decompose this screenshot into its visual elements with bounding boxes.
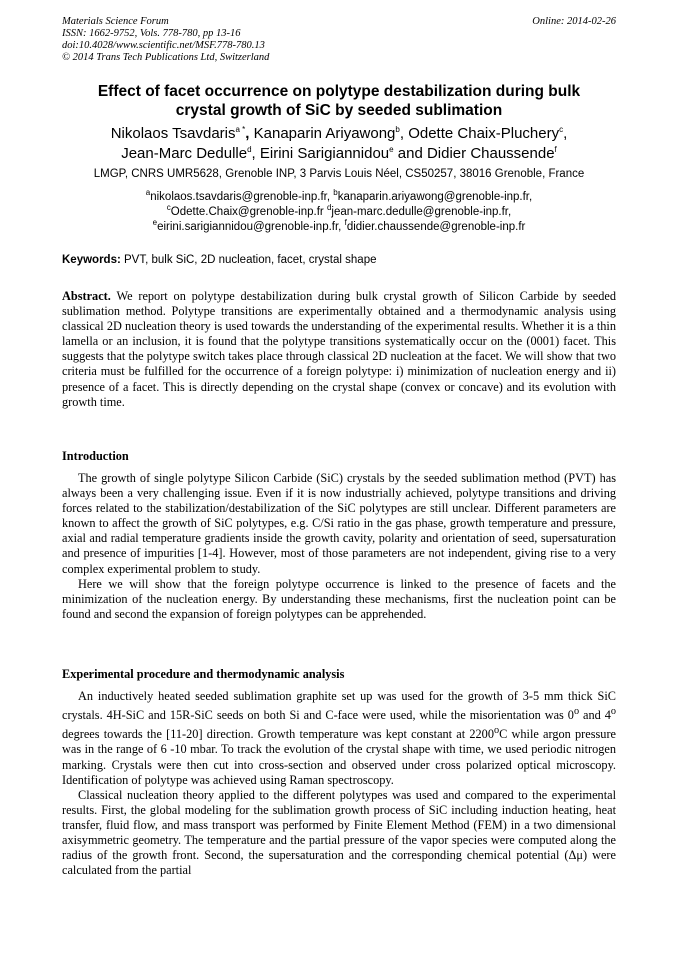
- text-run: degrees towards the [11-20] direction. Growth temperature was kept constant at 2200: [62, 727, 494, 742]
- author-sup: d: [247, 145, 252, 154]
- paragraph: [62, 689, 616, 788]
- email-link[interactable]: eirini.sarigiannidou@grenoble-inp.fr,: [157, 221, 342, 233]
- paper-title: [62, 82, 616, 120]
- email-sup: a: [145, 188, 151, 198]
- paragraph: Classical nucleation theory applied to the different polytypes was used and compared to the experimental results. First, the global modeling for the sublimation growth process of SiC including induction heating, heat transfer, fluid flow, and mass transport was performed by Finite Element Method (FEM) in a two dimensional axisymmetric geometry. The temperature and the partial pressure of the vapor species were computed along the radius of the growth front. Second, the supersaturation and the corresponding chemical potential (Δμ) were calculated from the partial: [62, 787, 616, 878]
- title-line-1: Effect of facet occurrence on polytype destabilization during bulk: [97, 83, 581, 100]
- author-sup: b: [395, 125, 400, 134]
- author-name: Jean-Marc Dedulle: [121, 145, 248, 162]
- email-sup: d: [326, 203, 332, 213]
- abstract-label: Abstract.: [62, 289, 111, 303]
- paragraph: Here we will show that the foreign polytype occurrence is linked to the presence of facets and the minimization of the nucleation energy. By understanding these mechanisms, first the nucleation point can be found and second the expansion of foreign polytypes can be apprehended.: [62, 576, 616, 621]
- title-line-2: crystal growth of SiC by seeded sublimation: [175, 102, 503, 119]
- author-name: Nikolaos Tsavdaris: [110, 125, 236, 142]
- author-sup: f: [554, 145, 557, 154]
- degree-sup: o: [493, 725, 500, 737]
- email-line-2: [62, 205, 616, 220]
- email-sup: c: [166, 203, 171, 213]
- text-run: An inductively heated seeded sublimation graphite set up was used for the growth of 3-5 mm thick SiC crystals. 4H-SiC and 15R-SiC seeds on both Si and C-face were used, while the misorientation was 0: [62, 689, 616, 723]
- authors-line-1: Nikolaos Tsavdaris$^{a *}$, Kanaparin Ariyawong$^b$, Odette Chaix-Pluchery$^c$,: [110, 125, 568, 142]
- degree-sup: o: [573, 706, 580, 718]
- email-link[interactable]: didier.chaussende@grenoble-inp.fr: [346, 221, 526, 233]
- email-sup: b: [333, 188, 338, 198]
- author-name: Eirini Sarigiannidou: [259, 145, 390, 162]
- author-sup: a *: [235, 125, 246, 134]
- author-sup: c: [559, 125, 564, 134]
- authors-line-2: Jean-Marc Dedulle$^d$, Eirini Sarigiannidou$^e$ and Didier Chaussende$^f$: [121, 145, 557, 162]
- author-name: Kanaparin Ariyawong: [253, 125, 396, 142]
- author-list: [62, 124, 616, 164]
- keywords: [62, 253, 616, 268]
- email-list: [62, 190, 616, 235]
- doi: doi:10.4028/www.scientific.net/MSF.778-780.13: [62, 40, 265, 51]
- email-sup: f: [344, 218, 347, 228]
- text-run: C while argon pressure was in the range of 6 -10 mbar. To track the evolution of the crystal shape with time, we used periodic nitrogen marking. Crystals were then cut into cross-section and observed under cross polarized optical microscopy. Identification of polytype was achieved using Raman spectroscopy.: [62, 727, 616, 787]
- affiliation: LMGP, CNRS UMR5628, Grenoble INP, 3 Parvis Louis Néel, CS50257, 38016 Grenoble, France: [93, 168, 585, 180]
- email-link[interactable]: kanaparin.ariyawong@grenoble-inp.fr,: [337, 191, 533, 203]
- text-run: and 4: [579, 708, 611, 723]
- email-sup: e: [152, 218, 158, 228]
- abstract: [62, 289, 616, 410]
- paragraph: The growth of single polytype Silicon Carbide (SiC) crystals by the seeded sublimation method (PVT) has always been a very challenging issue. Even if it is now industrially achieved, polytype transitions and driving forces related to the stabilization/destabilization of the SiC polytypes are still unclear. Different parameters are known to affect the growth of SiC polytypes, e.g. C/Si ratio in the gas phase, growth temperature and pressure, axial and radial temperature gradients inside the growth cavity, polarity and orientation of seed, supersaturation and presence of impurities [1-4]. However, most of those parameters are not independent, giving rise to a very complex experimental problem to study.: [62, 471, 616, 576]
- experimental-body: [62, 689, 616, 878]
- keywords-label: Keywords:: [62, 254, 121, 266]
- issn: ISSN: 1662-9752, Vols. 778-780, pp 13-16: [62, 28, 241, 39]
- email-line-1: [62, 190, 616, 205]
- email-link[interactable]: Odette.Chaix@grenoble-inp.fr: [170, 206, 324, 218]
- degree-sup: o: [610, 706, 616, 718]
- email-link[interactable]: nikolaos.tsavdaris@grenoble-inp.fr,: [150, 191, 331, 203]
- email-line-3: [62, 220, 616, 235]
- section-heading-experimental: Experimental procedure and thermodynamic analysis: [62, 667, 345, 681]
- author-sup: e: [389, 145, 394, 154]
- section-heading-introduction: Introduction: [62, 449, 129, 463]
- abstract-text: We report on polytype destabilization during bulk crystal growth of Silicon Carbide by seeded sublimation method. Polytype transitions are experimentally obtained and a thermodynamic analysis using classical 2D nucleation theory is used towards the understanding of the experimental results. Whether it is a thin lamella or an inclusion, it is found that the polytype transitions systematically occur on the (0001) facet. This suggests that the polytype switch takes place through classical 2D nucleation at the facet. We will show that two criteria must be fulfilled for the occurrence of a foreign polytype: i) minimization of nucleation energy and ii) presence of a facet. This is directly depending on the crystal shape (convex or concave) and its evolution with growth time.: [62, 289, 616, 409]
- online-date: Online: 2014-02-26: [532, 16, 616, 27]
- email-link[interactable]: jean-marc.dedulle@grenoble-inp.fr,: [331, 206, 512, 218]
- author-name: Didier Chaussende: [426, 145, 555, 162]
- introduction-body: [62, 471, 616, 622]
- copyright: © 2014 Trans Tech Publications Ltd, Switzerland: [62, 52, 270, 63]
- journal-header: [62, 16, 269, 64]
- journal-name: Materials Science Forum: [62, 16, 169, 27]
- author-name: Odette Chaix-Pluchery: [408, 125, 560, 142]
- keywords-text: PVT, bulk SiC, 2D nucleation, facet, crystal shape: [124, 254, 377, 266]
